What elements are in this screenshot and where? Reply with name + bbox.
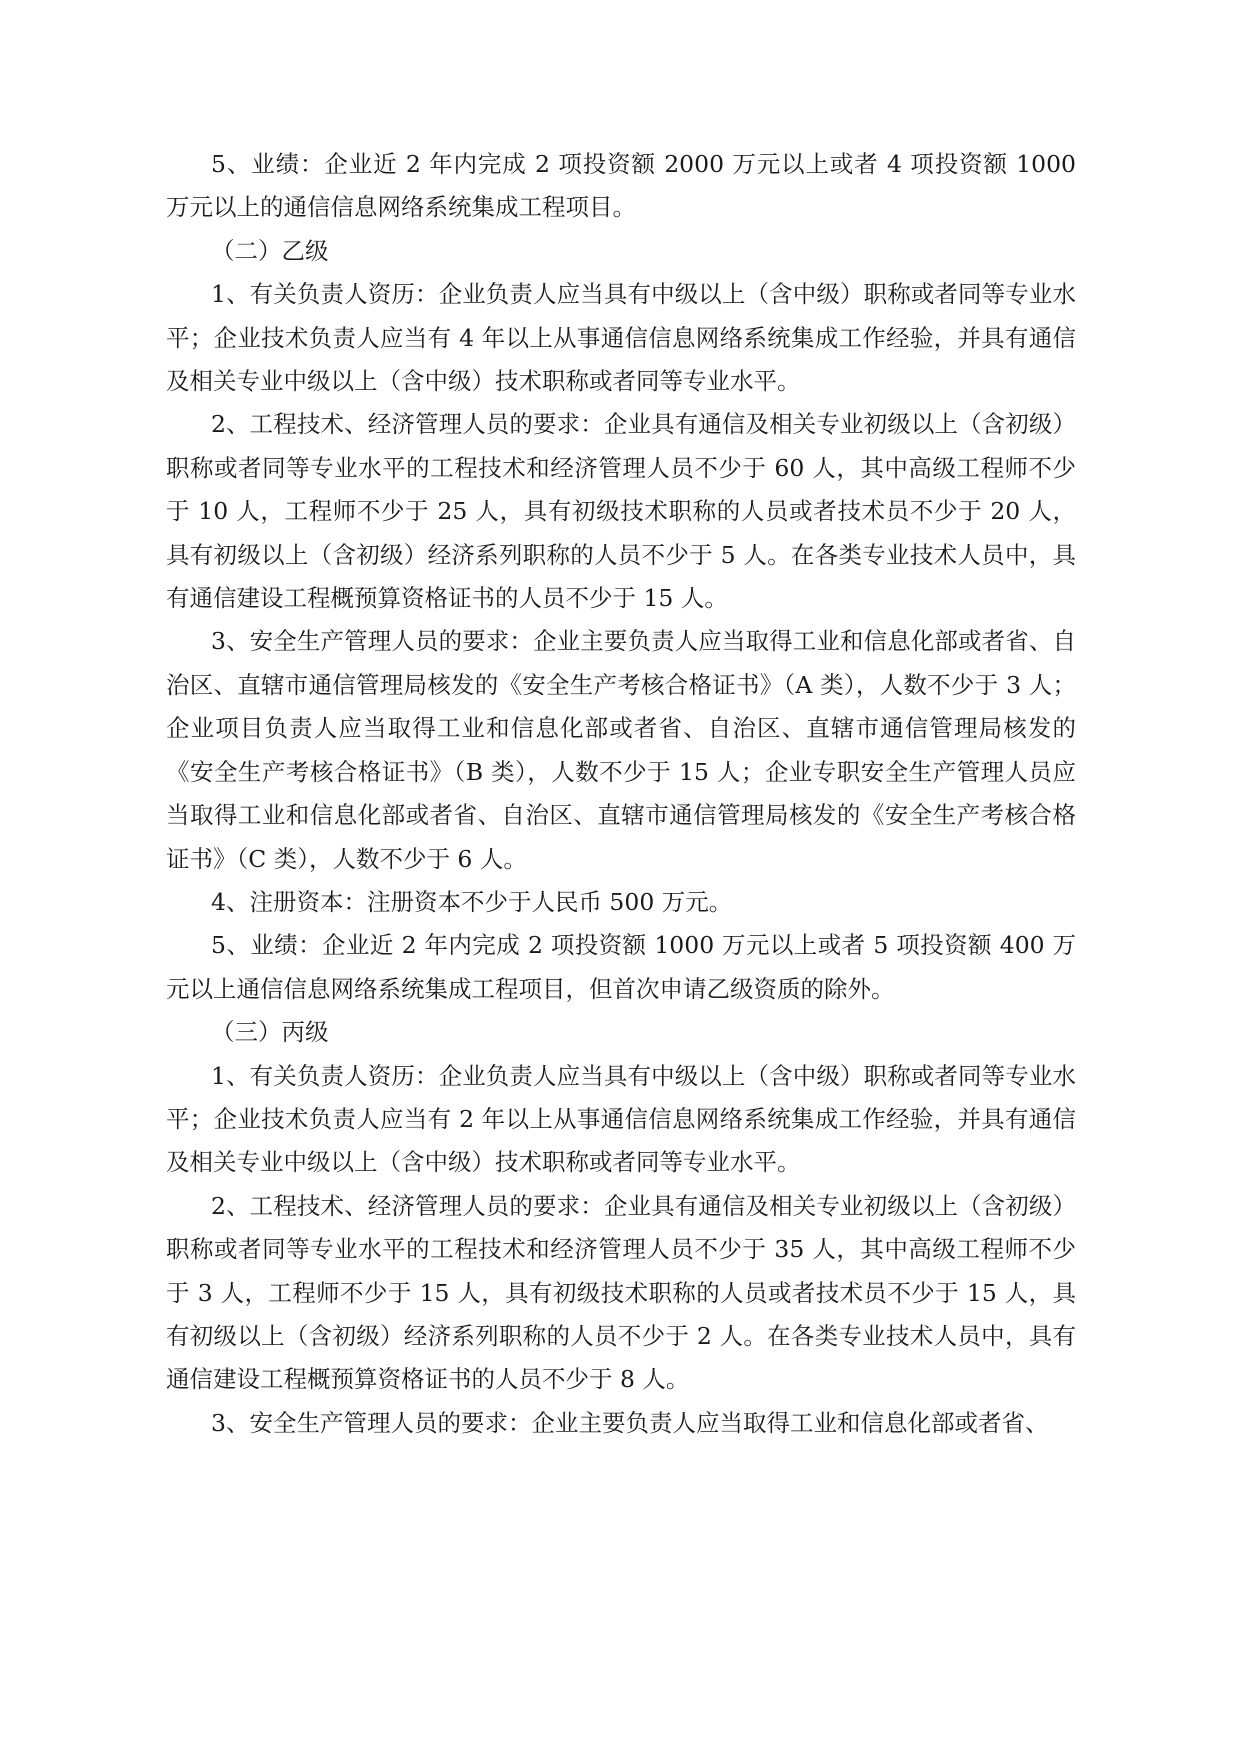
document-body — [166, 143, 1076, 1445]
paragraph-performance-grade-b: 5、业绩：企业近 2 年内完成 2 项投资额 1000 万元以上或者 5 项投资额 400 万元以上通信信息网络系统集成工程项目，但首次申请乙级资质的除外。 — [166, 931, 1076, 1003]
section-heading-grade-b: （二）乙级 — [211, 236, 329, 265]
paragraph-safety-personnel-grade-b: 3、安全生产管理人员的要求：企业主要负责人应当取得工业和信息化部或者省、自治区、直辖市通信管理局核发的《安全生产考核合格证书》（A 类），人数不少于 3 人；企业项目负责人应当取得工业和信息化部或者省、自治区、直辖市通信管理局核发的《安全生产考核合格证书》（B 类），人数不少于 15 人；企业专职安全生产管理人员应当取得工业和信息化部或者省、自治区、直辖市通信管理局核发的《安全生产考核合格证书》（C 类），人数不少于 6 人。 — [166, 627, 1076, 873]
paragraph-staff-requirements-grade-c: 2、工程技术、经济管理人员的要求：企业具有通信及相关专业初级以上（含初级）职称或者同等专业水平的工程技术和经济管理人员不少于 35 人，其中高级工程师不少于 3 人，工程师不少于 15 人，具有初级技术职称的人员或者技术员不少于 15 人，具有初级以上（含初级）经济系列职称的人员不少于 2 人。在各类专业技术人员中，具有通信建设工程概预算资格证书的人员不少于 8 人。 — [166, 1191, 1076, 1394]
paragraph-leader-qualification-grade-c: 1、有关负责人资历：企业负责人应当具有中级以上（含中级）职称或者同等专业水平；企业技术负责人应当有 2 年以上从事通信信息网络系统集成工作经验，并具有通信及相关专业中级以上（含中级）技术职称或者同等专业水平。 — [166, 1061, 1076, 1177]
paragraph-registered-capital-grade-b: 4、注册资本：注册资本不少于人民币 500 万元。 — [211, 887, 733, 916]
section-heading-grade-c: （三）丙级 — [211, 1018, 329, 1047]
paragraph-leader-qualification-grade-b: 1、有关负责人资历：企业负责人应当具有中级以上（含中级）职称或者同等专业水平；企业技术负责人应当有 4 年以上从事通信信息网络系统集成工作经验，并具有通信及相关专业中级以上（含中级）技术职称或者同等专业水平。 — [166, 280, 1076, 396]
paragraph-safety-personnel-grade-c: 3、安全生产管理人员的要求：企业主要负责人应当取得工业和信息化部或者省、 — [211, 1408, 1049, 1437]
paragraph-staff-requirements-grade-b: 2、工程技术、经济管理人员的要求：企业具有通信及相关专业初级以上（含初级）职称或者同等专业水平的工程技术和经济管理人员不少于 60 人，其中高级工程师不少于 10 人，工程师不少于 25 人，具有初级技术职称的人员或者技术员不少于 20 人，具有初级以上（含初级）经济系列职称的人员不少于 5 人。在各类专业技术人员中，具有通信建设工程概预算资格证书的人员不少于 15 人。 — [166, 410, 1076, 613]
paragraph-performance-grade-a: 5、业绩：企业近 2 年内完成 2 项投资额 2000 万元以上或者 4 项投资额 1000 万元以上的通信信息网络系统集成工程项目。 — [166, 150, 1076, 222]
